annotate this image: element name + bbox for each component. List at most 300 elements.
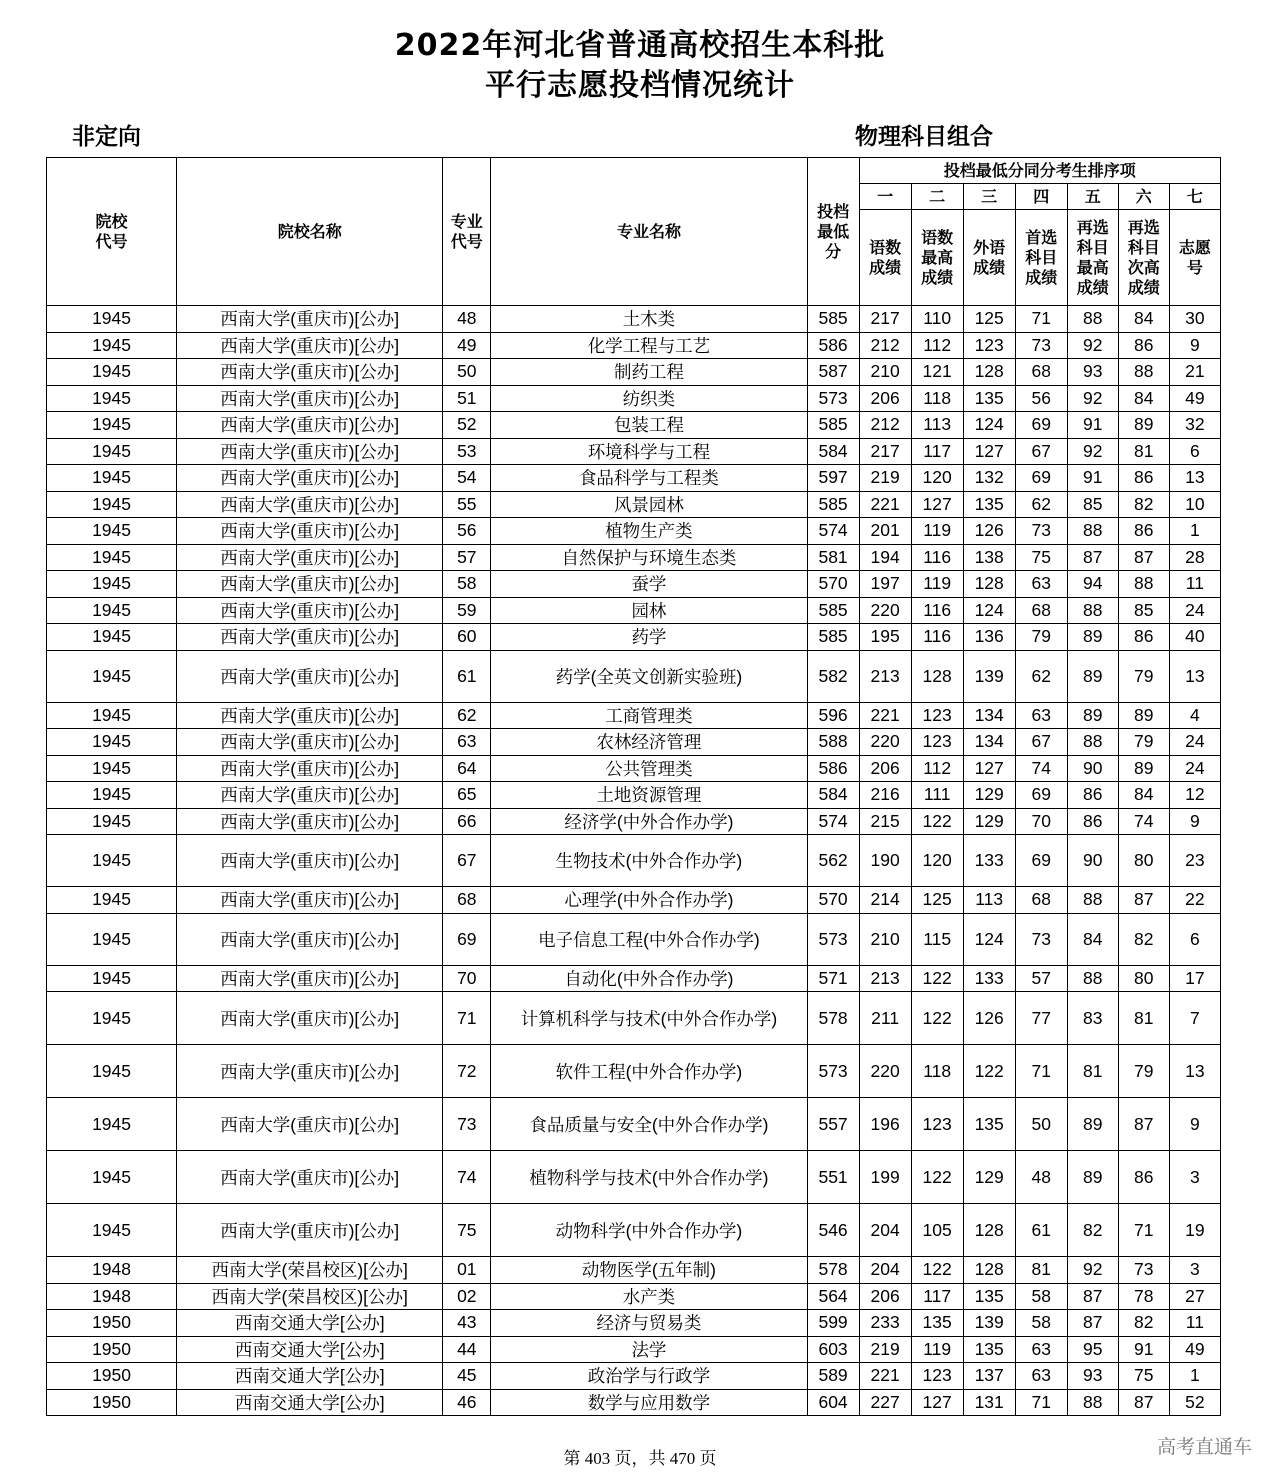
cell-min-score: 587 bbox=[807, 359, 859, 386]
cell-wish-number: 11 bbox=[1169, 571, 1220, 598]
cell-score-foreign: 124 bbox=[963, 913, 1015, 965]
cell-score-yushu-max: 128 bbox=[911, 650, 963, 702]
table-row bbox=[47, 808, 1221, 835]
cell-wish-number: 13 bbox=[1169, 650, 1220, 702]
cell-major-name: 园林 bbox=[491, 597, 807, 624]
cell-major-name: 工商管理类 bbox=[491, 702, 807, 729]
cell-score-yushu-max: 125 bbox=[911, 887, 963, 914]
cell-score-second-next: 87 bbox=[1118, 544, 1169, 571]
cell-min-score: 585 bbox=[807, 491, 859, 518]
cell-wish-number: 30 bbox=[1169, 306, 1220, 333]
cell-score-second-next: 79 bbox=[1118, 1045, 1169, 1098]
cell-score-second-max: 93 bbox=[1067, 1363, 1118, 1390]
cell-wish-number: 6 bbox=[1169, 438, 1220, 465]
cell-major-name: 经济与贸易类 bbox=[491, 1310, 807, 1337]
cell-score-second-next: 89 bbox=[1118, 702, 1169, 729]
cell-score-first-subject: 67 bbox=[1015, 729, 1067, 756]
cell-score-yushu: 217 bbox=[859, 438, 911, 465]
cell-wish-number: 6 bbox=[1169, 913, 1220, 965]
cell-score-second-next: 81 bbox=[1118, 992, 1169, 1045]
cell-min-score: 586 bbox=[807, 332, 859, 359]
table-row bbox=[47, 465, 1221, 492]
cell-score-yushu: 211 bbox=[859, 992, 911, 1045]
cell-score-second-max: 89 bbox=[1067, 650, 1118, 702]
cell-major-code: 02 bbox=[443, 1283, 491, 1310]
cell-score-yushu: 213 bbox=[859, 965, 911, 992]
header-min-score: 投档最低分 bbox=[807, 158, 859, 306]
cell-score-second-next: 80 bbox=[1118, 835, 1169, 887]
cell-school-code: 1945 bbox=[47, 782, 177, 809]
cell-school-code: 1945 bbox=[47, 518, 177, 545]
cell-school-code: 1945 bbox=[47, 571, 177, 598]
cell-score-second-max: 87 bbox=[1067, 1283, 1118, 1310]
cell-score-yushu-max: 105 bbox=[911, 1204, 963, 1257]
cell-major-name: 自动化(中外合作办学) bbox=[491, 965, 807, 992]
cell-wish-number: 11 bbox=[1169, 1310, 1220, 1337]
cell-school-code: 1945 bbox=[47, 491, 177, 518]
cell-score-first-subject: 56 bbox=[1015, 385, 1067, 412]
cell-major-name: 食品科学与工程类 bbox=[491, 465, 807, 492]
table-row bbox=[47, 650, 1221, 702]
cell-score-foreign: 128 bbox=[963, 359, 1015, 386]
cell-score-yushu-max: 117 bbox=[911, 438, 963, 465]
cell-score-yushu: 214 bbox=[859, 887, 911, 914]
cell-wish-number: 22 bbox=[1169, 887, 1220, 914]
cell-school-name: 西南大学(重庆市)[公办] bbox=[177, 755, 443, 782]
table-row bbox=[47, 1151, 1221, 1204]
cell-major-code: 65 bbox=[443, 782, 491, 809]
cell-score-foreign: 126 bbox=[963, 992, 1015, 1045]
cell-major-name: 计算机科学与技术(中外合作办学) bbox=[491, 992, 807, 1045]
cell-score-second-max: 95 bbox=[1067, 1336, 1118, 1363]
header-major-name: 专业名称 bbox=[491, 158, 807, 306]
cell-school-name: 西南大学(重庆市)[公办] bbox=[177, 544, 443, 571]
cell-school-code: 1945 bbox=[47, 597, 177, 624]
table-row bbox=[47, 385, 1221, 412]
cell-score-yushu: 210 bbox=[859, 359, 911, 386]
cell-min-score: 585 bbox=[807, 412, 859, 439]
cell-major-name: 植物生产类 bbox=[491, 518, 807, 545]
cell-score-second-next: 82 bbox=[1118, 913, 1169, 965]
cell-score-second-next: 87 bbox=[1118, 1098, 1169, 1151]
cell-school-code: 1945 bbox=[47, 755, 177, 782]
header-rank-5: 五 bbox=[1067, 184, 1118, 210]
cell-score-yushu: 204 bbox=[859, 1204, 911, 1257]
cell-school-name: 西南大学(重庆市)[公办] bbox=[177, 782, 443, 809]
cell-min-score: 573 bbox=[807, 913, 859, 965]
cell-score-first-subject: 58 bbox=[1015, 1283, 1067, 1310]
cell-score-yushu-max: 123 bbox=[911, 1098, 963, 1151]
cell-wish-number: 40 bbox=[1169, 624, 1220, 651]
cell-min-score: 573 bbox=[807, 1045, 859, 1098]
table-row bbox=[47, 965, 1221, 992]
cell-score-yushu-max: 116 bbox=[911, 597, 963, 624]
cell-score-first-subject: 69 bbox=[1015, 412, 1067, 439]
cell-score-first-subject: 68 bbox=[1015, 359, 1067, 386]
table-row bbox=[47, 624, 1221, 651]
cell-score-yushu: 204 bbox=[859, 1257, 911, 1284]
cell-major-name: 动物医学(五年制) bbox=[491, 1257, 807, 1284]
cell-score-second-max: 91 bbox=[1067, 465, 1118, 492]
cell-major-code: 64 bbox=[443, 755, 491, 782]
cell-major-name: 农林经济管理 bbox=[491, 729, 807, 756]
cell-score-foreign: 135 bbox=[963, 1098, 1015, 1151]
cell-school-name: 西南大学(重庆市)[公办] bbox=[177, 835, 443, 887]
cell-school-name: 西南大学(重庆市)[公办] bbox=[177, 1098, 443, 1151]
cell-score-foreign: 138 bbox=[963, 544, 1015, 571]
cell-score-first-subject: 77 bbox=[1015, 992, 1067, 1045]
cell-score-first-subject: 73 bbox=[1015, 518, 1067, 545]
cell-score-foreign: 129 bbox=[963, 1151, 1015, 1204]
table-row bbox=[47, 887, 1221, 914]
cell-score-second-next: 74 bbox=[1118, 808, 1169, 835]
cell-score-yushu-max: 119 bbox=[911, 571, 963, 598]
cell-score-foreign: 135 bbox=[963, 491, 1015, 518]
cell-score-foreign: 129 bbox=[963, 808, 1015, 835]
cell-score-foreign: 127 bbox=[963, 755, 1015, 782]
cell-min-score: 578 bbox=[807, 992, 859, 1045]
cell-major-name: 政治学与行政学 bbox=[491, 1363, 807, 1390]
page-subtitle: 平行志愿投档情况统计 bbox=[485, 68, 795, 103]
cell-major-name: 风景园林 bbox=[491, 491, 807, 518]
cell-major-name: 土地资源管理 bbox=[491, 782, 807, 809]
table-row bbox=[47, 1204, 1221, 1257]
cell-score-yushu-max: 123 bbox=[911, 729, 963, 756]
header-item-4: 首选科目成绩 bbox=[1015, 210, 1067, 306]
cell-score-first-subject: 69 bbox=[1015, 782, 1067, 809]
header-school-code: 院校代号 bbox=[47, 158, 177, 306]
page-footer: 第 403 页，共 470 页 bbox=[563, 1449, 717, 1468]
cell-school-code: 1945 bbox=[47, 359, 177, 386]
cell-wish-number: 28 bbox=[1169, 544, 1220, 571]
cell-min-score: 581 bbox=[807, 544, 859, 571]
cell-score-yushu: 210 bbox=[859, 913, 911, 965]
cell-score-yushu-max: 112 bbox=[911, 755, 963, 782]
table-row bbox=[47, 1257, 1221, 1284]
cell-score-first-subject: 63 bbox=[1015, 702, 1067, 729]
cell-major-code: 52 bbox=[443, 412, 491, 439]
cell-major-name: 公共管理类 bbox=[491, 755, 807, 782]
table-row bbox=[47, 597, 1221, 624]
cell-wish-number: 19 bbox=[1169, 1204, 1220, 1257]
cell-school-name: 西南大学(重庆市)[公办] bbox=[177, 808, 443, 835]
cell-score-foreign: 113 bbox=[963, 887, 1015, 914]
cell-score-yushu: 206 bbox=[859, 1283, 911, 1310]
cell-school-code: 1945 bbox=[47, 1098, 177, 1151]
cell-major-name: 土木类 bbox=[491, 306, 807, 333]
cell-score-yushu-max: 122 bbox=[911, 1151, 963, 1204]
cell-major-name: 水产类 bbox=[491, 1283, 807, 1310]
cell-wish-number: 27 bbox=[1169, 1283, 1220, 1310]
cell-school-name: 西南大学(重庆市)[公办] bbox=[177, 887, 443, 914]
cell-wish-number: 13 bbox=[1169, 465, 1220, 492]
cell-school-name: 西南大学(重庆市)[公办] bbox=[177, 438, 443, 465]
cell-score-second-max: 92 bbox=[1067, 438, 1118, 465]
table-row bbox=[47, 438, 1221, 465]
cell-score-second-max: 89 bbox=[1067, 1098, 1118, 1151]
cell-min-score: 574 bbox=[807, 518, 859, 545]
cell-score-second-max: 92 bbox=[1067, 1257, 1118, 1284]
cell-school-code: 1948 bbox=[47, 1257, 177, 1284]
cell-score-second-max: 91 bbox=[1067, 412, 1118, 439]
cell-score-foreign: 139 bbox=[963, 1310, 1015, 1337]
cell-school-name: 西南大学(重庆市)[公办] bbox=[177, 306, 443, 333]
cell-min-score: 588 bbox=[807, 729, 859, 756]
cell-major-code: 72 bbox=[443, 1045, 491, 1098]
table-row bbox=[47, 729, 1221, 756]
cell-score-yushu: 212 bbox=[859, 412, 911, 439]
cell-school-code: 1948 bbox=[47, 1283, 177, 1310]
cell-min-score: 586 bbox=[807, 755, 859, 782]
cell-score-second-max: 82 bbox=[1067, 1204, 1118, 1257]
cell-score-second-next: 79 bbox=[1118, 650, 1169, 702]
cell-score-yushu: 217 bbox=[859, 306, 911, 333]
category-label: 非定向 bbox=[72, 124, 141, 150]
cell-score-yushu: 221 bbox=[859, 491, 911, 518]
cell-score-second-next: 82 bbox=[1118, 1310, 1169, 1337]
cell-score-first-subject: 69 bbox=[1015, 465, 1067, 492]
cell-score-second-next: 80 bbox=[1118, 965, 1169, 992]
cell-score-first-subject: 68 bbox=[1015, 597, 1067, 624]
cell-min-score: 574 bbox=[807, 808, 859, 835]
cell-score-second-next: 84 bbox=[1118, 306, 1169, 333]
cell-score-yushu-max: 110 bbox=[911, 306, 963, 333]
table-body bbox=[47, 306, 1221, 1416]
cell-score-first-subject: 67 bbox=[1015, 438, 1067, 465]
cell-score-yushu: 220 bbox=[859, 597, 911, 624]
cell-score-yushu: 220 bbox=[859, 729, 911, 756]
cell-min-score: 603 bbox=[807, 1336, 859, 1363]
cell-score-second-next: 91 bbox=[1118, 1336, 1169, 1363]
cell-min-score: 585 bbox=[807, 624, 859, 651]
cell-major-name: 包装工程 bbox=[491, 412, 807, 439]
cell-school-name: 西南大学(重庆市)[公办] bbox=[177, 385, 443, 412]
cell-score-foreign: 137 bbox=[963, 1363, 1015, 1390]
header-rank-1: 一 bbox=[859, 184, 911, 210]
cell-school-name: 西南大学(荣昌校区)[公办] bbox=[177, 1283, 443, 1310]
cell-score-yushu: 213 bbox=[859, 650, 911, 702]
cell-score-second-next: 78 bbox=[1118, 1283, 1169, 1310]
table-row bbox=[47, 1363, 1221, 1390]
cell-major-code: 62 bbox=[443, 702, 491, 729]
cell-score-second-max: 88 bbox=[1067, 1389, 1118, 1416]
cell-score-yushu: 195 bbox=[859, 624, 911, 651]
cell-score-foreign: 135 bbox=[963, 385, 1015, 412]
cell-major-name: 经济学(中外合作办学) bbox=[491, 808, 807, 835]
cell-score-yushu-max: 121 bbox=[911, 359, 963, 386]
cell-major-name: 法学 bbox=[491, 1336, 807, 1363]
cell-wish-number: 17 bbox=[1169, 965, 1220, 992]
table-row bbox=[47, 1336, 1221, 1363]
cell-school-name: 西南大学(重庆市)[公办] bbox=[177, 359, 443, 386]
cell-major-code: 66 bbox=[443, 808, 491, 835]
cell-score-foreign: 133 bbox=[963, 965, 1015, 992]
cell-score-yushu: 197 bbox=[859, 571, 911, 598]
cell-min-score: 582 bbox=[807, 650, 859, 702]
cell-school-code: 1945 bbox=[47, 702, 177, 729]
cell-score-second-next: 86 bbox=[1118, 518, 1169, 545]
cell-major-code: 55 bbox=[443, 491, 491, 518]
cell-score-second-max: 93 bbox=[1067, 359, 1118, 386]
cell-score-first-subject: 71 bbox=[1015, 1389, 1067, 1416]
cell-wish-number: 12 bbox=[1169, 782, 1220, 809]
cell-school-name: 西南交通大学[公办] bbox=[177, 1389, 443, 1416]
cell-major-code: 73 bbox=[443, 1098, 491, 1151]
cell-school-code: 1945 bbox=[47, 887, 177, 914]
cell-school-code: 1945 bbox=[47, 1045, 177, 1098]
cell-score-yushu-max: 113 bbox=[911, 412, 963, 439]
cell-score-yushu: 221 bbox=[859, 702, 911, 729]
cell-score-second-next: 86 bbox=[1118, 1151, 1169, 1204]
cell-wish-number: 3 bbox=[1169, 1257, 1220, 1284]
cell-major-code: 43 bbox=[443, 1310, 491, 1337]
cell-major-code: 51 bbox=[443, 385, 491, 412]
cell-school-code: 1945 bbox=[47, 1204, 177, 1257]
cell-school-code: 1945 bbox=[47, 385, 177, 412]
cell-major-name: 软件工程(中外合作办学) bbox=[491, 1045, 807, 1098]
cell-score-second-next: 87 bbox=[1118, 1389, 1169, 1416]
table-row bbox=[47, 835, 1221, 887]
cell-wish-number: 52 bbox=[1169, 1389, 1220, 1416]
cell-score-first-subject: 69 bbox=[1015, 835, 1067, 887]
watermark: 高考直通车 bbox=[1156, 1436, 1252, 1458]
cell-major-code: 45 bbox=[443, 1363, 491, 1390]
table-row bbox=[47, 518, 1221, 545]
cell-major-code: 61 bbox=[443, 650, 491, 702]
cell-score-second-max: 88 bbox=[1067, 729, 1118, 756]
cell-school-code: 1945 bbox=[47, 1151, 177, 1204]
cell-wish-number: 10 bbox=[1169, 491, 1220, 518]
cell-score-yushu: 212 bbox=[859, 332, 911, 359]
cell-major-name: 食品质量与安全(中外合作办学) bbox=[491, 1098, 807, 1151]
cell-score-first-subject: 81 bbox=[1015, 1257, 1067, 1284]
cell-score-yushu: 201 bbox=[859, 518, 911, 545]
cell-major-code: 46 bbox=[443, 1389, 491, 1416]
admission-table bbox=[46, 157, 1221, 1416]
cell-school-name: 西南大学(重庆市)[公办] bbox=[177, 624, 443, 651]
cell-score-first-subject: 63 bbox=[1015, 571, 1067, 598]
cell-school-code: 1945 bbox=[47, 729, 177, 756]
cell-school-name: 西南大学(重庆市)[公办] bbox=[177, 965, 443, 992]
cell-score-foreign: 135 bbox=[963, 1283, 1015, 1310]
cell-major-code: 75 bbox=[443, 1204, 491, 1257]
cell-major-name: 生物技术(中外合作办学) bbox=[491, 835, 807, 887]
header-tie-group: 投档最低分同分考生排序项 bbox=[859, 158, 1220, 184]
cell-major-code: 01 bbox=[443, 1257, 491, 1284]
table-row bbox=[47, 702, 1221, 729]
cell-score-yushu: 196 bbox=[859, 1098, 911, 1151]
cell-score-yushu: 206 bbox=[859, 755, 911, 782]
cell-school-name: 西南交通大学[公办] bbox=[177, 1310, 443, 1337]
cell-score-second-max: 90 bbox=[1067, 755, 1118, 782]
cell-min-score: 585 bbox=[807, 597, 859, 624]
cell-score-first-subject: 62 bbox=[1015, 491, 1067, 518]
cell-score-first-subject: 50 bbox=[1015, 1098, 1067, 1151]
cell-score-second-max: 88 bbox=[1067, 965, 1118, 992]
cell-wish-number: 23 bbox=[1169, 835, 1220, 887]
cell-score-foreign: 122 bbox=[963, 1045, 1015, 1098]
cell-school-name: 西南大学(荣昌校区)[公办] bbox=[177, 1257, 443, 1284]
cell-score-yushu: 199 bbox=[859, 1151, 911, 1204]
cell-score-yushu-max: 120 bbox=[911, 465, 963, 492]
cell-score-yushu-max: 116 bbox=[911, 624, 963, 651]
table-row bbox=[47, 913, 1221, 965]
cell-major-code: 57 bbox=[443, 544, 491, 571]
cell-score-second-max: 89 bbox=[1067, 624, 1118, 651]
cell-score-foreign: 128 bbox=[963, 1204, 1015, 1257]
cell-score-yushu-max: 123 bbox=[911, 1363, 963, 1390]
cell-major-name: 电子信息工程(中外合作办学) bbox=[491, 913, 807, 965]
cell-score-yushu-max: 122 bbox=[911, 1257, 963, 1284]
subject-group-label: 物理科目组合 bbox=[855, 124, 993, 150]
cell-score-first-subject: 62 bbox=[1015, 650, 1067, 702]
cell-score-first-subject: 71 bbox=[1015, 1045, 1067, 1098]
cell-major-code: 58 bbox=[443, 571, 491, 598]
cell-score-foreign: 131 bbox=[963, 1389, 1015, 1416]
cell-school-name: 西南大学(重庆市)[公办] bbox=[177, 465, 443, 492]
cell-major-code: 70 bbox=[443, 965, 491, 992]
cell-score-foreign: 139 bbox=[963, 650, 1015, 702]
cell-score-foreign: 133 bbox=[963, 835, 1015, 887]
cell-school-code: 1945 bbox=[47, 992, 177, 1045]
cell-major-name: 数学与应用数学 bbox=[491, 1389, 807, 1416]
cell-min-score: 551 bbox=[807, 1151, 859, 1204]
cell-major-code: 49 bbox=[443, 332, 491, 359]
header-rank-2: 二 bbox=[911, 184, 963, 210]
cell-school-name: 西南交通大学[公办] bbox=[177, 1363, 443, 1390]
cell-score-yushu: 233 bbox=[859, 1310, 911, 1337]
cell-school-name: 西南大学(重庆市)[公办] bbox=[177, 650, 443, 702]
cell-score-yushu-max: 127 bbox=[911, 491, 963, 518]
cell-score-second-max: 88 bbox=[1067, 518, 1118, 545]
cell-score-second-next: 89 bbox=[1118, 755, 1169, 782]
cell-major-name: 制药工程 bbox=[491, 359, 807, 386]
cell-major-code: 56 bbox=[443, 518, 491, 545]
cell-score-second-max: 83 bbox=[1067, 992, 1118, 1045]
table-row bbox=[47, 359, 1221, 386]
cell-score-second-next: 85 bbox=[1118, 597, 1169, 624]
cell-school-name: 西南大学(重庆市)[公办] bbox=[177, 992, 443, 1045]
cell-score-foreign: 126 bbox=[963, 518, 1015, 545]
cell-score-yushu-max: 117 bbox=[911, 1283, 963, 1310]
cell-score-first-subject: 68 bbox=[1015, 887, 1067, 914]
cell-min-score: 584 bbox=[807, 438, 859, 465]
cell-school-name: 西南大学(重庆市)[公办] bbox=[177, 412, 443, 439]
cell-major-name: 动物科学(中外合作办学) bbox=[491, 1204, 807, 1257]
cell-score-foreign: 123 bbox=[963, 332, 1015, 359]
cell-wish-number: 4 bbox=[1169, 702, 1220, 729]
header-rank-4: 四 bbox=[1015, 184, 1067, 210]
cell-score-second-max: 88 bbox=[1067, 597, 1118, 624]
cell-school-name: 西南大学(重庆市)[公办] bbox=[177, 729, 443, 756]
cell-score-yushu-max: 122 bbox=[911, 808, 963, 835]
cell-score-second-next: 82 bbox=[1118, 491, 1169, 518]
cell-major-code: 54 bbox=[443, 465, 491, 492]
cell-major-code: 67 bbox=[443, 835, 491, 887]
cell-score-yushu-max: 118 bbox=[911, 385, 963, 412]
cell-min-score: 584 bbox=[807, 782, 859, 809]
cell-school-code: 1950 bbox=[47, 1336, 177, 1363]
cell-school-name: 西南大学(重庆市)[公办] bbox=[177, 491, 443, 518]
cell-score-second-max: 84 bbox=[1067, 913, 1118, 965]
header-item-6: 再选科目次高成绩 bbox=[1118, 210, 1169, 306]
cell-wish-number: 3 bbox=[1169, 1151, 1220, 1204]
cell-score-yushu-max: 135 bbox=[911, 1310, 963, 1337]
cell-score-foreign: 125 bbox=[963, 306, 1015, 333]
cell-min-score: 589 bbox=[807, 1363, 859, 1390]
cell-score-first-subject: 57 bbox=[1015, 965, 1067, 992]
cell-score-yushu-max: 120 bbox=[911, 835, 963, 887]
